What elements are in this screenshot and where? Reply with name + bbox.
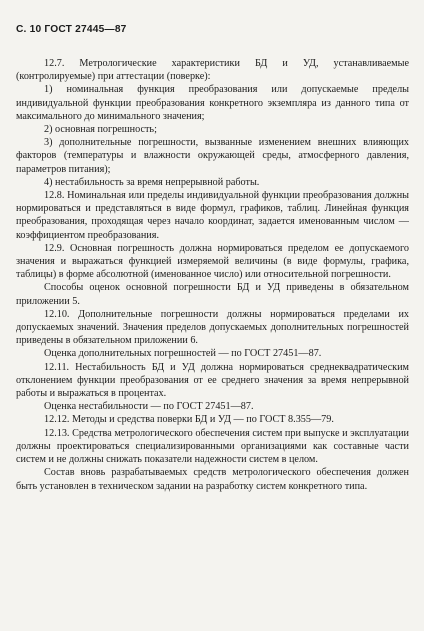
paragraph-instability-estimate: Оценка нестабильности — по ГОСТ 27451—87.: [44, 401, 254, 413]
clause-12-12: 12.12. Методы и средства поверки БД и УД — по ГОСТ 8.355—79.: [44, 414, 334, 426]
clause-12-9: 12.9. Основная погрешность должна нормироваться пределом ее допускаемого значения и выражаться функцией измеряемой величины (в виде формулы, графика, таблицы) в форме абсолютной (именованное число) или относительной погрешности.: [16, 242, 409, 281]
list-item-2: 2) основная погрешность;: [44, 124, 157, 136]
clause-12-11: 12.11. Нестабильность БД и УД должна нормироваться среднеквадратическим отклонением функции преобразования от ее среднего значения за время непрерывной работы и выражаться в процентах.: [16, 361, 409, 400]
list-item-4: 4) нестабильность за время непрерывной работы.: [44, 176, 260, 188]
paragraph-metrology-composition: Состав вновь разрабатываемых средств метрологического обеспечения должен быть установлен в техническом задании на разработку систем конкретного типа.: [16, 467, 409, 492]
document-body: [16, 57, 409, 493]
clause-12-10: 12.10. Дополнительные погрешности должны нормироваться пределами их допускаемых значений. Значения пределов допускаемых дополнительных погрешностей приведены в обязательном приложении 6.: [16, 308, 409, 347]
paragraph-additional-errors-estimate: Оценка дополнительных погрешностей — по ГОСТ 27451—87.: [44, 348, 322, 360]
paragraph-estimation-methods: Способы оценок основной погрешности БД и УД приведены в обязательном приложении 5.: [16, 282, 409, 307]
clause-12-7: 12.7. Метрологические характеристики БД и УД, устанавливаемые (контролируемые) при аттестации (поверке):: [16, 58, 409, 83]
clause-12-8: 12.8. Номинальная или пределы индивидуальной функции преобразования должны нормироваться и представляться в виде формул, графиков, таблиц. Линейная функция преобразования, проходящая через начало координат, задается именованным числом — коэффициентом преобразования.: [16, 190, 409, 241]
list-item-3: 3) дополнительные погрешности, вызванные изменением внешних влияющих факторов (температуры и влажности окружающей среды, атмосферного давления, параметров питания);: [16, 137, 409, 175]
list-item-1: 1) номинальная функция преобразования или допускаемые пределы индивидуальной функции преобразования конкретного экземпляра из данного типа от максимального до минимального значения;: [16, 84, 409, 122]
page-header: С. 10 ГОСТ 27445—87: [16, 24, 127, 35]
clause-12-13: 12.13. Средства метрологического обеспечения систем при выпуске и эксплуатации должны проектироваться специализированными организациями как составные части систем и не должны снижать показатели надежности систем в целом.: [16, 427, 409, 466]
